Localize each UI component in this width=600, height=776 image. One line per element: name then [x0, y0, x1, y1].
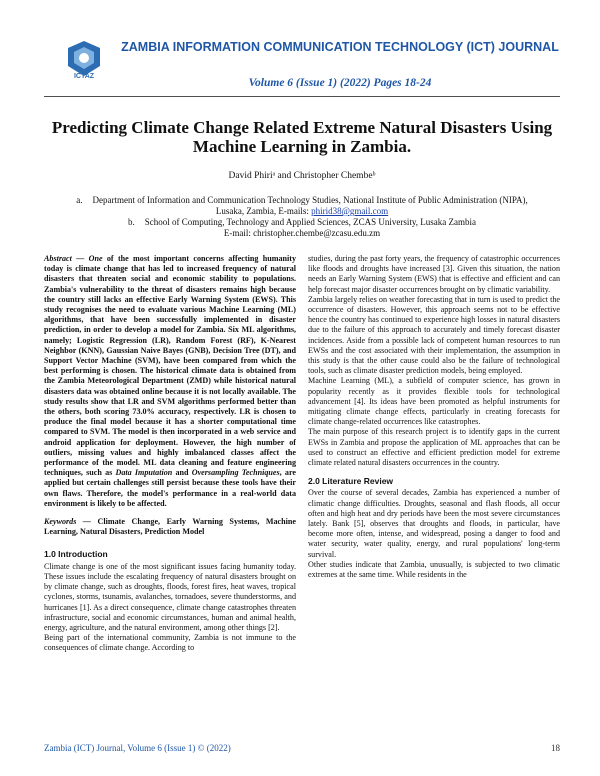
affiliation-b-line1: b. School of Computing, Technology and Applied Sciences, ZCAS University, Lusaka Zambia: [127, 217, 477, 227]
affiliation-a-line1: a. Department of Information and Communication Technology Studies, National Institute of Public Administration (NIPA),: [76, 195, 528, 205]
header-divider: [44, 96, 560, 97]
authors: David Phiriᵃ and Christopher Chembeᵇ: [228, 171, 376, 181]
logo-text: ICTAZ: [73, 73, 95, 80]
right-paragraph-1: studies, during the past forty years, the frequency of catastrophic occurrences like floods and droughts have increased [3]. Given this situation, the nation needs an Early Warning System (EWS) that is effective and efficient and can help forecast major disaster occurrences brought on by climatic variability.: [308, 254, 560, 294]
right-paragraph-2: Zambia largely relies on weather forecasting that in turn is used to predict the occurrence of disasters. However, this approach seems not to be effective hence the country has continued to experience high losses in natural disasters due to the failure of this approach to accurately and timely forecast disaster incidences. Aside from a possible lack of competent human resources to run EWSs and the cost associated with their implementation, the assumption in this study is that the other cause could also be the failure of technological tools, such as climate disaster prediction models, being employed.: [308, 294, 560, 376]
footer-citation: Zambia (ICT) Journal, Volume 6 (Issue 1) © (2022): [44, 743, 231, 753]
right-paragraph-3: Machine Learning (ML), a subfield of computer science, has grown in popularity recently as it provides flexible tools for technological advancement [4]. Its ideas have been promoted as helpful instruments for mitigating climate change effects, particularly in creating forecasts for climate change-related occurrences like catastrophes.: [308, 376, 560, 427]
affiliation-a-mark: a.: [76, 195, 83, 205]
email-link-a[interactable]: phirid38@gmail.com: [311, 206, 389, 216]
abstract: Abstract — One of the most important concerns affecting humanity today is climate change that has led to increased frequency of natural disasters that threaten social and economic stability to populations. Zambia's vulnerability to the threat of disasters remains high because the country still lacks an effective Early Warning System (EWS). This study recognises the need to evaluate various Machine Learning (ML) algorithms, that have been successfully implemented in disaster prediction, in order to develop a model for Zambia. Six ML algorithms, namely; Logistic Regression (LR), Random Forest (RF), K-Nearest Neighbor (KNN), Gaussian Naive Bayes (GNB), Decision Tree (DT), and Support Vector Machine (SVM), have been compared from which the best performing is chosen. The historical climate data is obtained from the Zambia Meteorological Department (ZMD) while historical natural disasters data was obtained online because it is not locally available. The study results show that LR and SVM algorithms performed better than the others, both scoring 73.0% accuracy, respectively. LR is chosen to produce the final model because it has a shorter computational time compared to SVM. The model is then incorporated in a web service and android application for deployment. However, the high number of outliers, missing values and highly imbalanced classes affect the performance of the model. ML data cleaning and feature engineering techniques, such as Data Imputation and Oversampling Techniques, are applied but certain challenges still persist because these tools have their own flaws. Therefore, the model's performance in a real-world data environment is likely to be affected.: [44, 254, 296, 508]
paper-title: Predicting Climate Change Related Extreme Natural Disasters Using Machine Learning in Zambia.: [51, 118, 553, 156]
right-paragraph-4: The main purpose of this research project is to identify gaps in the current EWSs in Zambia and propose the application of ML approaches that can be used to construct an effective and efficient prediction model for extreme climate related natural disasters occurrences in the country.: [308, 427, 560, 468]
affiliation-b-line2: E-mail: christopher.chembe@zcasu.edu.zm: [223, 228, 381, 238]
affiliations: [44, 195, 560, 239]
literature-review-heading: 2.0 Literature Review: [308, 476, 394, 487]
introduction-heading: 1.0 Introduction: [44, 549, 108, 560]
right-paragraph-5: Over the course of several decades, Zambia has experienced a number of climatic change difficulties. Droughts, seasonal and flash floods, all occur often and high heat and dry periods have been the most severe circumstances lately. Bank [5], observes that droughts and floods, in particular, have become more often, intense, and widespread, posing a danger to food and water security, water quality, energy, and rural populations' long-term survival.: [308, 488, 560, 559]
page-number: 18: [551, 743, 560, 753]
keywords: Keywords — Climate Change, Early Warning Systems, Machine Learning, Natural Disasters, Prediction Model: [44, 517, 296, 537]
left-column: [44, 254, 296, 654]
volume-line: Volume 6 (Issue 1) (2022) Pages 18-24: [248, 77, 432, 89]
intro-paragraph-2: Being part of the international community, Zambia is not immune to the consequences of climate change. According to: [44, 633, 296, 653]
right-column: [308, 254, 560, 580]
journal-name: ZAMBIA INFORMATION COMMUNICATION TECHNOLOGY (ICT) JOURNAL: [121, 40, 559, 54]
right-paragraph-6: Other studies indicate that Zambia, unusually, is subjected to two climatic extremes at the same time. While residents in the: [308, 559, 560, 580]
affiliation-b-mark: b.: [127, 217, 135, 227]
footer: [44, 743, 560, 753]
intro-paragraph-1: Climate change is one of the most significant issues facing humanity today. These issues include the escalating frequency of natural disasters brought on by climate change, such as droughts, floods, forest fires, heat waves, tropical cyclones, storms, tsunamis, avalanches, tornadoes, severe thunderstorms, and hurricanes [1]. As a direct consequence, climate change catastrophes threaten infrastructure, social and economic circumstances, human and animal health, energy, agriculture, and the natural environment, among other things [2].: [44, 561, 296, 632]
ictaz-logo: [62, 40, 106, 80]
affiliation-a-line2: Lusaka, Zambia, E-mails: phirid38@gmail.com: [215, 206, 389, 216]
